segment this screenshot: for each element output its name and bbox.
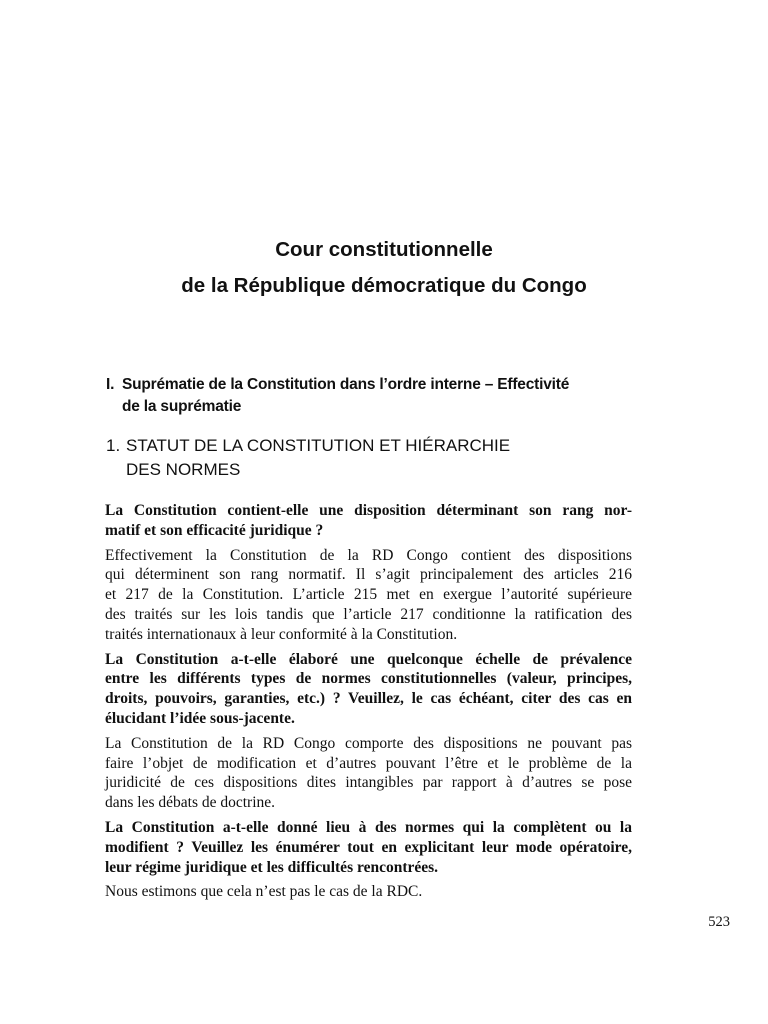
question-line: La Constitution a-t-elle donné lieu à des normes qui la complètent ou la bbox=[105, 818, 632, 836]
question-line: entre les différents types de normes constitutionnelles (valeur, principes, bbox=[105, 670, 632, 688]
answer-line: et 217 de la Constitution. L’article 215 met en exergue l’autorité supérieure bbox=[105, 586, 632, 604]
answer-paragraph bbox=[105, 882, 632, 902]
question-paragraph bbox=[105, 650, 632, 729]
answer-paragraph bbox=[105, 734, 632, 813]
answer-line: juridicité de ces dispositions dites intangibles par rapport à d’autres se pose bbox=[105, 774, 632, 792]
answer-paragraph bbox=[105, 546, 632, 645]
question-line: leur régime juridique et les difficultés rencontrées. bbox=[105, 858, 439, 876]
body-text bbox=[105, 501, 632, 907]
answer-line: qui déterminent son rang normatif. Il s’agit principalement des articles 216 bbox=[105, 566, 632, 584]
section-title-line-2: de la suprématie bbox=[122, 398, 242, 415]
question-paragraph bbox=[105, 818, 632, 877]
page-title bbox=[0, 232, 768, 304]
page-number: 523 bbox=[708, 914, 730, 930]
answer-line: des traités sur les lois tandis que l’article 217 conditionne la ratification des bbox=[105, 605, 632, 623]
question-line: modifient ? Veuillez les énumérer tout en explicitant leur mode opératoire, bbox=[105, 838, 632, 856]
answer-line: Effectivement la Constitution de la RD Congo contient des dispositions bbox=[105, 546, 632, 564]
section-number: I. bbox=[106, 376, 115, 393]
question-line: droits, pouvoirs, garanties, etc.) ? Veuillez, le cas échéant, citer des cas en bbox=[105, 690, 632, 708]
subsection-heading bbox=[106, 434, 666, 482]
section-heading bbox=[106, 374, 666, 418]
subsection-title-line-2: DES NORMES bbox=[126, 460, 241, 479]
answer-line: Nous estimons que cela n’est pas le cas de la RDC. bbox=[105, 883, 423, 901]
question-line: La Constitution contient-elle une disposition déterminant son rang nor- bbox=[105, 502, 632, 519]
section-title-line-1: Suprématie de la Constitution dans l’ordre interne – Effectivité bbox=[122, 376, 570, 393]
answer-line: faire l’objet de modification et d’autres pouvant l’être et le problème de la bbox=[105, 754, 632, 772]
question-line: La Constitution a-t-elle élaboré une quelconque échelle de prévalence bbox=[105, 650, 632, 668]
answer-line: traités internationaux à leur conformité à la Constitution. bbox=[105, 625, 458, 643]
question-paragraph bbox=[105, 501, 632, 541]
question-line: élucidant l’idée sous-jacente. bbox=[105, 709, 295, 727]
answer-line: La Constitution de la RD Congo comporte des dispositions ne pouvant pas bbox=[105, 734, 632, 752]
answer-line: dans les débats de doctrine. bbox=[105, 794, 276, 812]
title-line-1: Cour constitutionnelle bbox=[275, 238, 493, 261]
subsection-number: 1. bbox=[106, 436, 121, 455]
title-line-2: de la République démocratique du Congo bbox=[181, 274, 587, 297]
question-line: matif et son efficacité juridique ? bbox=[105, 521, 324, 539]
subsection-title-line-1: STATUT DE LA CONSTITUTION ET HIÉRARCHIE bbox=[126, 436, 511, 455]
